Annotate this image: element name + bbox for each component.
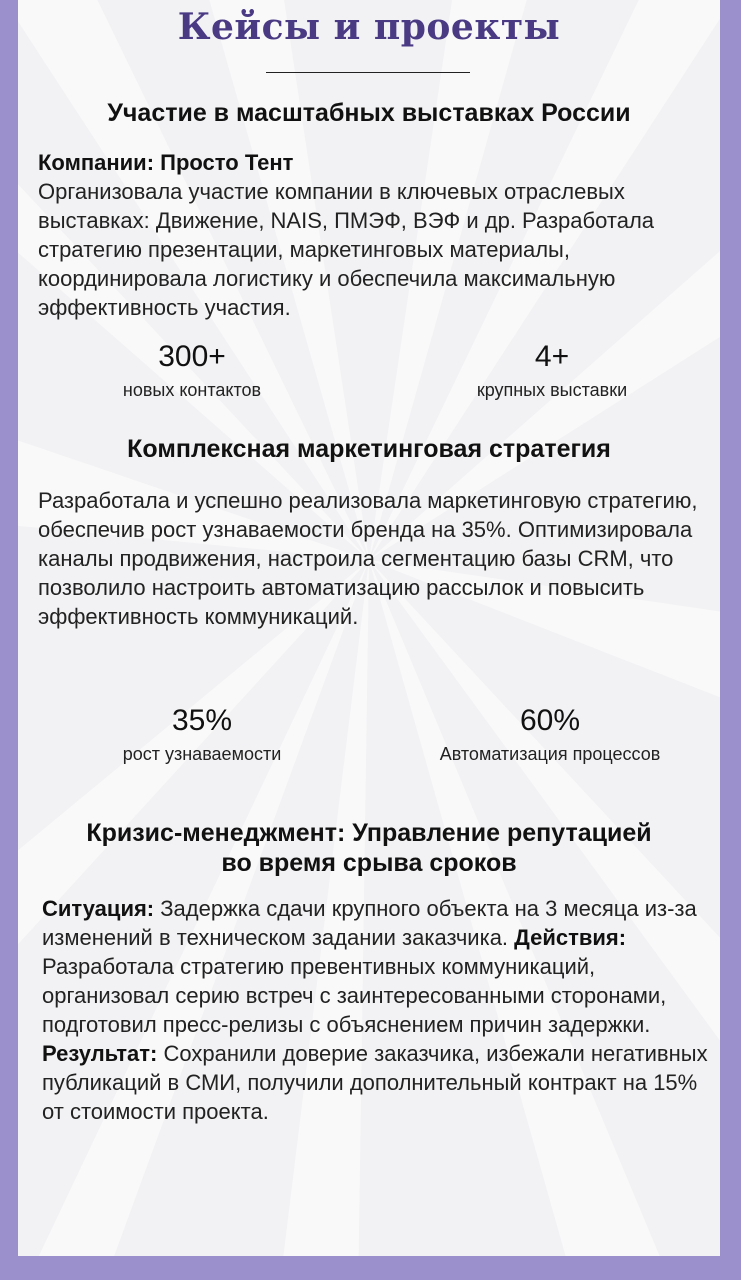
situation-label: Ситуация: [42,896,155,921]
section-body-exhibitions [38,148,710,322]
stat-value: 35% [171,704,233,737]
stat-awareness [52,704,352,766]
stat-value: 300+ [158,340,226,373]
section-title-marketing: Комплексная маркетинговая стратегия [127,435,611,463]
stat-contacts [42,340,342,402]
company-label: Компании: Просто Тент [38,150,294,175]
actions-text: Разработала стратегию превентивных коммуникаций, организовал серию встреч с заинтересованными сторонами, подготовил пресс-релизы с объяснением причин задержки. [42,954,667,1037]
crisis-situation-actions [42,894,710,1039]
section-title-line: во время срыва сроков [221,849,517,877]
stat-label: рост узнаваемости [122,744,282,764]
marketing-description: Разработала и успешно реализовала маркетинговую стратегию, обеспечив рост узнаваемости бренда на 35%. Оптимизировала каналы продвижения, настроила сегментацию базы CRM, что позволило настроить автоматизацию рассылок и повысить эффективность коммуникаций. [38,488,698,629]
stat-automation [400,704,700,766]
section-title-line: Кризис-менеджмент: Управление репутацией [86,819,652,847]
content-card [18,0,720,1256]
stat-exhibitions [402,340,702,402]
stat-label: Автоматизация процессов [439,744,661,764]
crisis-result [42,1039,710,1126]
stat-value: 4+ [534,340,570,373]
stat-value: 60% [519,704,581,737]
stat-label: новых контактов [122,380,262,400]
section-title-crisis [18,818,720,878]
stat-label: крупных выставки [476,380,628,400]
result-label: Результат: [42,1041,158,1066]
situation-text: Задержка сдачи крупного объекта на 3 месяца из-за изменений в техническом задании заказчика. [42,896,697,950]
exhibitions-description: Организовала участие компании в ключевых отраслевых выставках: Движение, NAIS, ПМЭФ, ВЭФ и др. Разработала стратегию презентации, маркетинговых материалы, координировала логистику и обеспечила максимальную эффективность участия. [38,179,655,320]
actions-label: Действия: [514,925,627,950]
crisis-body [42,894,710,1126]
page-title: Кейсы и проекты [177,6,561,48]
result-text: Сохранили доверие заказчика, избежали негативных публикаций в СМИ, получили дополнительный контракт на 15% от стоимости проекта. [42,1041,708,1124]
title-divider [266,72,470,73]
section-title-exhibitions: Участие в масштабных выставках России [107,99,631,127]
